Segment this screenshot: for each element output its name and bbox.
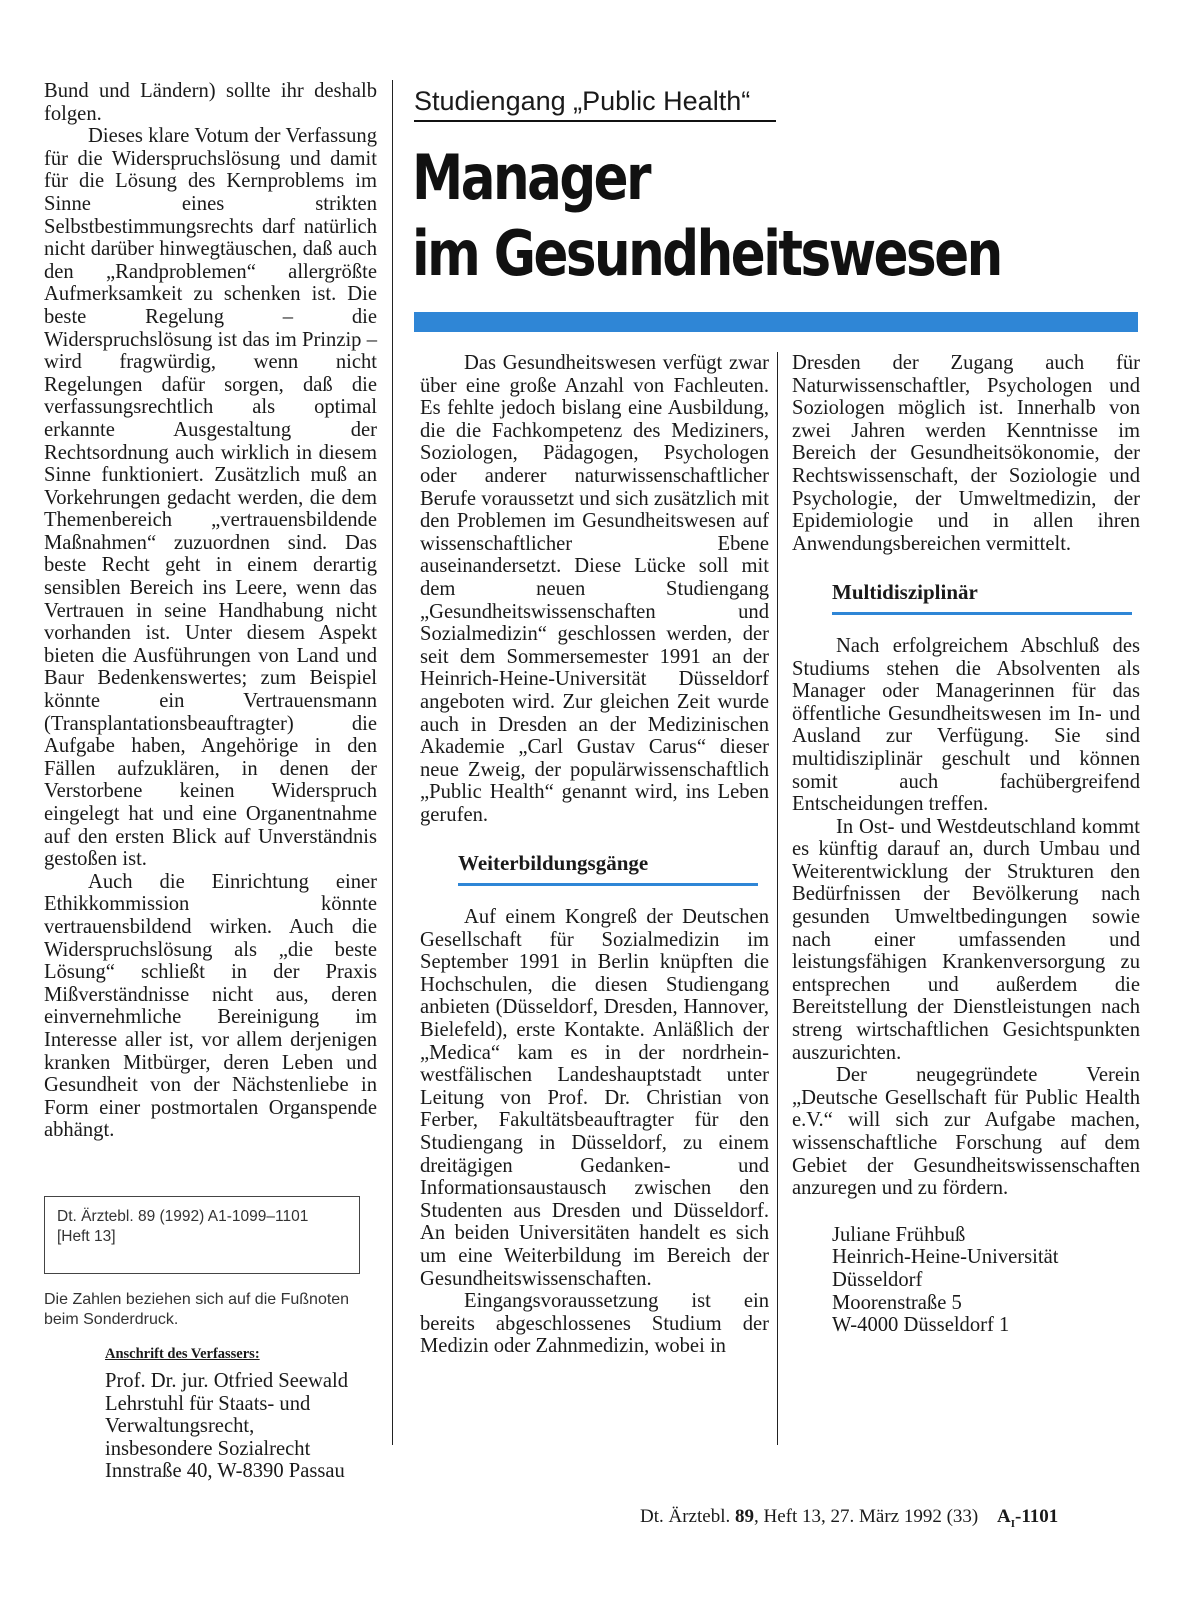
signature-line: W-4000 Düsseldorf 1 — [832, 1314, 1010, 1337]
article-paragraph: In Ost- und Westdeutschland kommt es künftig darauf an, durch Umbau und Weiterentwicklung der Strukturen den Bedürfnissen der Bevölkerung nach gesunden Umweltbedingungen sowie nach einer umfassenden und leistungsfähigen Krankenversorgung zu entsprechen und außerdem die Bereitstellung der Dienstleistungen nach streng wirtschaftlichen Gesichtspunkten auszurichten. — [792, 815, 1140, 1064]
section-subhead: Multidisziplinär — [832, 571, 1132, 615]
section-subhead: Weiterbildungsgänge — [458, 842, 758, 886]
issue-date: , Heft 13, 27. März 1992 (33) — [753, 1506, 979, 1527]
address-line: Innstraße 40, W-8390 Passau — [105, 1460, 345, 1483]
article-paragraph: Das Gesundheitswesen verfügt zwar über eine große Anzahl von Fachleuten. Es fehlte jedoch bislang eine Ausbildung, die die Fachkompetenz des Mediziners, Soziologen, Pädagogen, Psychologen oder anderer naturwissenschaftlicher Berufe voraussetzt und sich zusätzlich mit den Problemen im Gesundheitswesen auf wissenschaftlicher Ebene auseinandersetzt. Diese Lücke soll mit dem neuen Studiengang „Gesundheitswissenschaften und Sozialmedizin“ geschlossen werden, der seit dem Sommersemester 1991 an der Heinrich-Heine-Universität Düsseldorf angeboten wird. Zur gleichen Zeit wurde auch in Dresden an der Medizinischen Akademie „Carl Gustav Carus“ dieser neue Zweig, der populärwissenschaftlich „Public Health“ genannt wird, ins Leben gerufen. — [420, 352, 769, 826]
left-paragraph: Bund und Ländern) sollte ihr deshalb folgen. — [44, 80, 377, 125]
footnote-note: Die Zahlen beziehen sich auf die Fußnoten beim Sonderdruck. — [44, 1291, 350, 1328]
address-line: Prof. Dr. jur. Otfried Seewald — [105, 1370, 349, 1392]
address-label: Anschrift des Verfassers: — [105, 1346, 260, 1362]
citation-line: Dt. Ärztebl. 89 (1992) A1-1099–1101 — [57, 1208, 309, 1225]
author-address — [105, 1370, 395, 1483]
page-number — [997, 1506, 1059, 1530]
article-kicker: Studiengang „Public Health“ — [414, 84, 776, 122]
page-prefix: A — [997, 1506, 1011, 1527]
article-paragraph: Dresden der Zugang auch für Naturwissenschaftler, Psychologen und Soziologen möglich ist. Innerhalb von zwei Jahren werden Kenntnisse im Bereich der Gesundheitsökonomie, der Rechtswissenschaft, der Soziologie und Psychologie, der Umweltmedizin, der Epidemiologie und in allen ihren Anwendungsbereichen vermittelt. — [792, 352, 1140, 555]
journal-volume: 89 — [734, 1506, 754, 1527]
middle-column — [420, 352, 769, 1358]
signature-line: Düsseldorf — [832, 1268, 923, 1291]
headline-line: Manager — [412, 141, 649, 214]
article-headline — [412, 140, 1001, 292]
left-paragraph: Auch die Einrichtung einer Ethikkommission könnte vertrauensbildend wirken. Auch die Widerspruchslösung als „die beste Lösung“ schließt in der Praxis Mißverständnisse nicht aus, deren einvernehmliche Bereinigung im Interesse aller ist, vor allem derjenigen kranken Mitbürger, deren Leben und Gesundheit von der Nächstenliebe in Form einer postmortalen Organspende abhängt. — [44, 870, 377, 1142]
article-paragraph: Der neugegründete Verein „Deutsche Gesellschaft für Public Health e.V.“ will sich zur Aufgabe machen, wissenschaftliche Forschung auf dem Gebiet der Gesundheitswissenschaften anzuregen und zu fördern. — [792, 1064, 1140, 1200]
article-paragraph: Auf einem Kongreß der Deutschen Gesellschaft für Sozialmedizin im September 1991 in Berlin knüpften die Hochschulen, die diesen Studiengang anbieten (Düsseldorf, Dresden, Hannover, Bielefeld), erste Kontakte. Anläßlich der „Medica“ kam es in der nordrhein-westfälischen Landeshauptstadt unter Leitung von Prof. Dr. Christian von Ferber, Fakultätsbeauftragter für den Studiengang in Düsseldorf, zu einem dreitägigen Gedanken- und Informationsaustausch zwischen den Studenten aus Dresden und Düsseldorf. An beiden Universitäten handelt es sich um eine Weiterbildung im Bereich der Gesundheitswissenschaften. — [420, 906, 769, 1290]
column-divider-left — [392, 80, 393, 1445]
citation-box — [44, 1196, 360, 1274]
column-divider-right — [777, 352, 778, 1445]
article-paragraph: Nach erfolgreichem Abschluß des Studiums stehen die Absolventen als Manager oder Managerinnen für das öffentliche Gesundheitswesen im In- und Ausland zur Verfügung. Sie sind multidisziplinär geschult und können somit auch fachübergreifend Entscheidungen treffen. — [792, 634, 1140, 816]
signature-line: Moorenstraße 5 — [832, 1291, 962, 1314]
address-line: insbesondere Sozialrecht — [105, 1437, 311, 1460]
signature-line: Juliane Frühbuß — [832, 1223, 966, 1246]
author-signature — [832, 1224, 1140, 1337]
address-line: Lehrstuhl für Staats- und — [105, 1392, 311, 1415]
headline-line: im Gesundheitswesen — [412, 217, 1001, 290]
left-column — [44, 80, 377, 1142]
page-prefix-sub: I — [1010, 1517, 1016, 1530]
page-footer — [640, 1506, 1058, 1530]
citation-line: [Heft 13] — [57, 1228, 116, 1245]
article-paragraph: Eingangsvoraussetzung ist ein bereits abgeschlossenes Studium der Medizin oder Zahnmedizin, wobei in — [420, 1290, 769, 1358]
address-line: Verwaltungsrecht, — [105, 1415, 255, 1438]
right-column — [792, 352, 1140, 1337]
left-paragraph: Dieses klare Votum der Verfassung für die Widerspruchslösung und damit für die Lösung des Kernproblems im Sinne eines strikten Selbstbestimmungsrechts darf natürlich nicht darüber hinwegtäuschen, daß auch den „Randproblemen“ allergrößte Aufmerksamkeit zu schenken ist. Die beste Regelung – die Widerspruchslösung ist das im Prinzip – wird fragwürdig, wenn nicht Regelungen dafür sorgen, daß die verfassungsrechtlich als optimal erkannte Ausgestaltung der Rechtsordnung auch wirklich in diesem Sinne funktioniert. Zusätzlich muß an Vorkehrungen gedacht werden, die dem Themenbereich „vertrauensbildende Maßnahmen“ zuzuordnen sind. Das beste Recht geht in einem derartig sensiblen Bereich ins Leere, wenn das Vertrauen in seine Handhabung nicht vorhanden ist. Unter diesem Aspekt bieten die Ausführungen von Land und Baur Bedenkenswertes; zum Beispiel könnte ein Vertrauensmann (Transplantationsbeauftragter) die Aufgabe haben, Angehörige in den Fällen aufzuklären, in denen der Verstorbene keinen Widerspruch eingelegt hat und eine Organentnahme auf den ersten Blick auf Unverständnis gestoßen ist. — [44, 125, 377, 871]
page-number-value: -1101 — [1015, 1506, 1059, 1527]
signature-line: Heinrich-Heine-Universität — [832, 1246, 1059, 1269]
journal-name: Dt. Ärztebl. — [640, 1506, 731, 1527]
accent-bar — [414, 312, 1138, 332]
